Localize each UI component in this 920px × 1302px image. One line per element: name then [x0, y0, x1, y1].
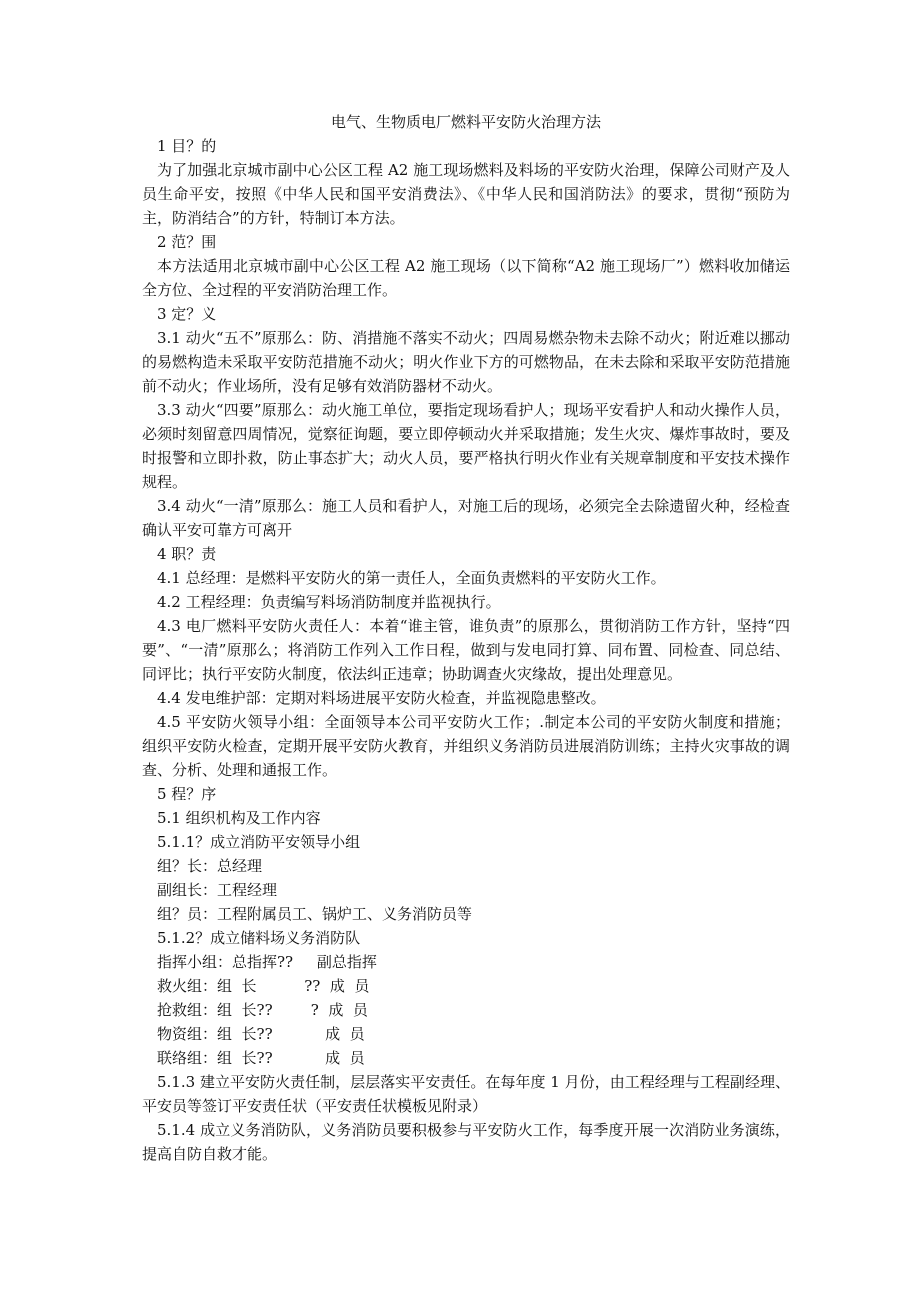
- section-heading-purpose: 1 目？的: [157, 137, 217, 155]
- subsection-heading: 5.1.2？成立储料场义务消防队: [157, 929, 361, 947]
- paragraph: 4.5 平安防火领导小组：全面领导本公司平安防火工作；.制定本公司的平安防火制度和措施；组织平安防火检查，定期开展平安防火教育，并组织义务消防员进展消防训练；主持火灾事故的调查、分析、处理和通报工作。: [142, 713, 790, 779]
- roster-line: 指挥小组：总指挥?? 副总指挥: [157, 953, 377, 971]
- paragraph: 4.2 工程经理：负责编写料场消防制度并监视执行。: [157, 593, 501, 611]
- paragraph: 3.4 动火“一清”原那么：施工人员和看护人，对施工后的现场，必须完全去除遗留火种，经检查确认平安可靠方可离开: [142, 497, 790, 539]
- document-page: [142, 110, 790, 1166]
- paragraph: 为了加强北京城市副中心公区工程 A2 施工现场燃料及料场的平安防火治理，保障公司财产及人员生命平安，按照《中华人民和国平安消费法》、《中华人民和国消防法》的要求，贯彻“预防为主，防消结合”的方针，特制订本方法。: [142, 161, 790, 227]
- roster-line: 组？员：工程附属员工、锅炉工、义务消防员等: [157, 905, 473, 923]
- paragraph: 本方法适用北京城市副中心公区工程 A2 施工现场（以下简称“A2 施工现场厂”）燃料收加储运全方位、全过程的平安消防治理工作。: [142, 257, 790, 299]
- paragraph: 3.1 动火“五不”原那么：防、消措施不落实不动火；四周易燃杂物未去除不动火；附近难以挪动的易燃构造未采取平安防范措施不动火；明火作业下方的可燃物品，在未去除和采取平安防范措施前不动火；作业场所，没有足够有效消防器材不动火。: [142, 329, 790, 395]
- section-heading-responsibilities: 4 职？责: [157, 545, 217, 563]
- paragraph: 4.1 总经理：是燃料平安防火的第一责任人，全面负责燃料的平安防火工作。: [157, 569, 666, 587]
- paragraph: 3.3 动火“四要”原那么：动火施工单位，要指定现场看护人；现场平安看护人和动火操作人员，必须时刻留意四周情况，觉察征询题，要立即停顿动火并采取措施；发生火灾、爆炸事故时，要及时报警和立即扑救，防止事态扩大；动火人员，要严格执行明火作业有关规章制度和平安技术操作规程。: [142, 401, 790, 491]
- roster-line: 救火组：组 长 ?? 成 员: [157, 977, 370, 995]
- subsection-heading: 5.1 组织机构及工作内容: [157, 809, 321, 827]
- roster-line: 物资组：组 长?? 成 员: [157, 1025, 365, 1043]
- roster-line: 联络组：组 长?? 成 员: [157, 1049, 365, 1067]
- paragraph: 5.1.4 成立义务消防队，义务消防员要积极参与平安防火工作，每季度开展一次消防业务演练，提高自防自救才能。: [142, 1121, 790, 1163]
- document-title: 电气、生物质电厂燃料平安防火治理方法: [330, 113, 601, 131]
- subsection-heading: 5.1.1？成立消防平安领导小组: [157, 833, 361, 851]
- section-heading-procedure: 5 程？序: [157, 785, 217, 803]
- section-heading-scope: 2 范？围: [157, 233, 217, 251]
- paragraph: 4.4 发电维护部：定期对料场进展平安防火检查，并监视隐患整改。: [157, 689, 606, 707]
- paragraph: 5.1.3 建立平安防火责任制，层层落实平安责任。在每年度 1 月份，由工程经理与工程副经理、平安员等签订平安责任状（平安责任状模板见附录）: [142, 1073, 790, 1115]
- roster-line: 抢救组：组 长?? ? 成 员: [157, 1001, 368, 1019]
- section-heading-definitions: 3 定？义: [157, 305, 217, 323]
- roster-line: 组？长：总经理: [157, 857, 263, 875]
- paragraph: 4.3 电厂燃料平安防火责任人：本着“谁主管，谁负责”的原那么，贯彻消防工作方针，坚持“四要”、“一清”原那么；将消防工作列入工作日程，做到与发电同打算、同布置、同检查、同总结、同评比；执行平安防火制度，依法纠正违章；协助调查火灾缘故，提出处理意见。: [142, 617, 790, 683]
- roster-line: 副组长：工程经理: [157, 881, 278, 899]
